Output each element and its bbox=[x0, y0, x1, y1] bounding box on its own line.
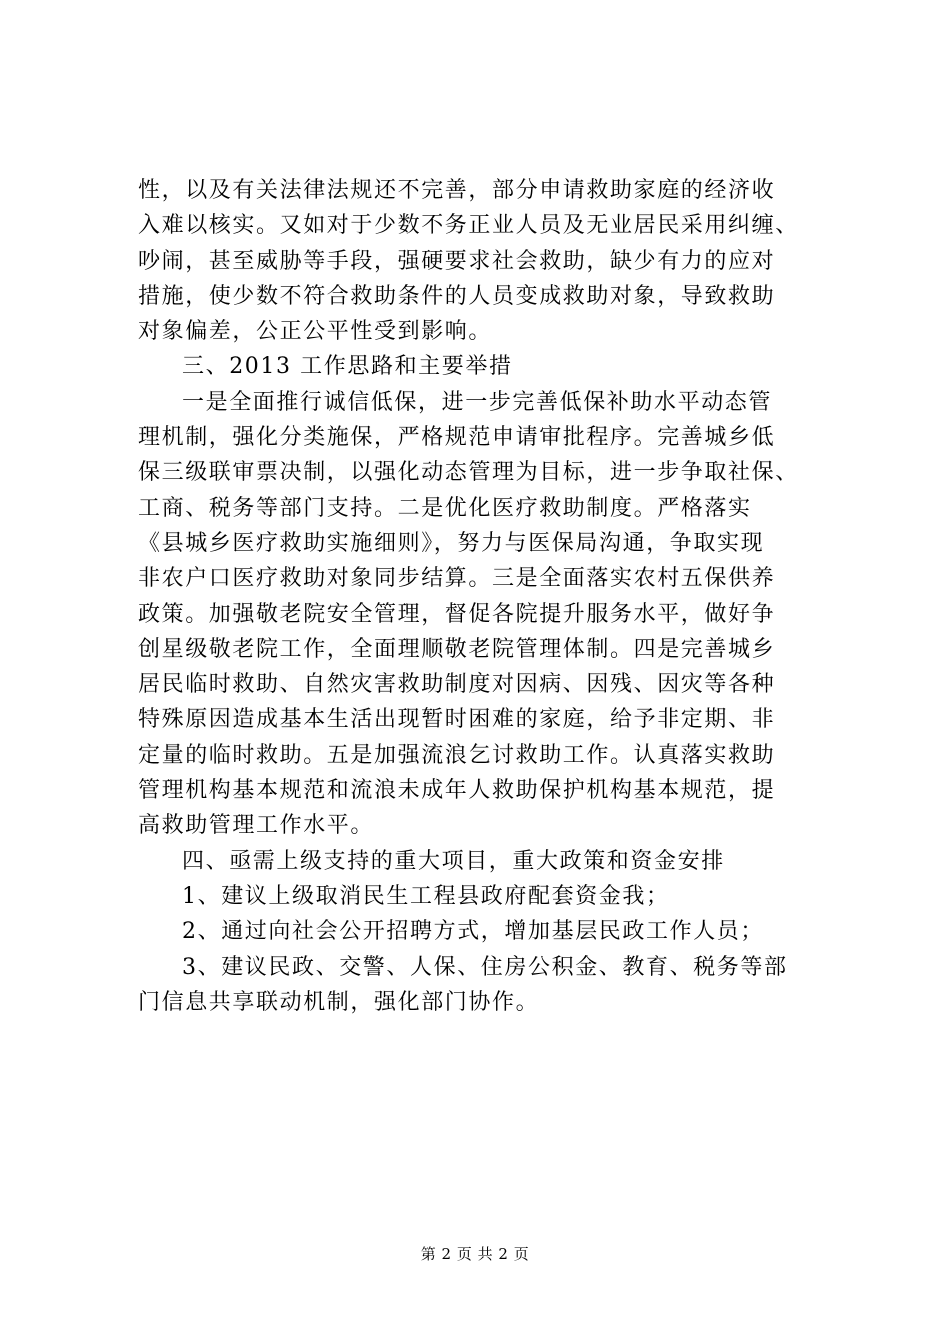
text-line: 非农户口医疗救助对象同步结算。三是全面落实农村五保供养 bbox=[138, 566, 776, 592]
page-footer: 第 2 页 共 2 页 bbox=[420, 1245, 530, 1263]
text-line: 居民临时救助、自然灾害救助制度对因病、因残、因灾等各种 bbox=[138, 672, 776, 698]
text-line: 一是全面推行诚信低保，进一步完善低保补助水平动态管 bbox=[182, 389, 773, 415]
list-item: 1、建议上级取消民生工程县政府配套资金我； bbox=[182, 883, 670, 909]
text-line: 高救助管理工作水平。 bbox=[138, 813, 375, 839]
text-line: 吵闹，甚至威胁等手段，强硬要求社会救助，缺少有力的应对 bbox=[138, 248, 776, 274]
text-line: 措施，使少数不符合救助条件的人员变成救助对象，导致救助 bbox=[138, 283, 776, 309]
text-line: 创星级敬老院工作，全面理顺敬老院管理体制。四是完善城乡 bbox=[138, 636, 776, 662]
text-line: 管理机构基本规范和流浪未成年人救助保护机构基本规范，提 bbox=[138, 778, 776, 804]
text-line: 特殊原因造成基本生活出现暂时困难的家庭，给予非定期、非 bbox=[138, 707, 776, 733]
section-heading: 三、2013 工作思路和主要举措 bbox=[182, 354, 513, 380]
text-line: 对象偏差，公正公平性受到影响。 bbox=[138, 319, 493, 345]
section-heading: 四、亟需上级支持的重大项目，重大政策和资金安排 bbox=[182, 848, 725, 874]
text-line: 性，以及有关法律法规还不完善，部分申请救助家庭的经济收 bbox=[138, 178, 776, 203]
text-line: 工商、税务等部门支持。二是优化医疗救助制度。严格落实 bbox=[138, 495, 752, 521]
list-item: 2、通过向社会公开招聘方式，增加基层民政工作人员； bbox=[182, 919, 764, 945]
list-item: 3、建议民政、交警、人保、住房公积金、教育、税务等部 bbox=[182, 954, 788, 980]
text-line: 政策。加强敬老院安全管理，督促各院提升服务水平，做好争 bbox=[138, 601, 776, 627]
text-line: 保三级联审票决制，以强化动态管理为目标，进一步争取社保、 bbox=[138, 460, 799, 486]
text-line: 理机制，强化分类施保，严格规范申请审批程序。完善城乡低 bbox=[138, 425, 776, 451]
text-line: 门信息共享联动机制，强化部门协作。 bbox=[138, 989, 540, 1015]
body-text bbox=[138, 173, 828, 1020]
text-line: 入难以核实。又如对于少数不务正业人员及无业居民采用纠缠、 bbox=[138, 213, 799, 239]
text-line: 《县城乡医疗救助实施细则》，努力与医保局沟通，争取实现 bbox=[138, 530, 765, 556]
text-line: 定量的临时救助。五是加强流浪乞讨救助工作。认真落实救助 bbox=[138, 742, 776, 768]
